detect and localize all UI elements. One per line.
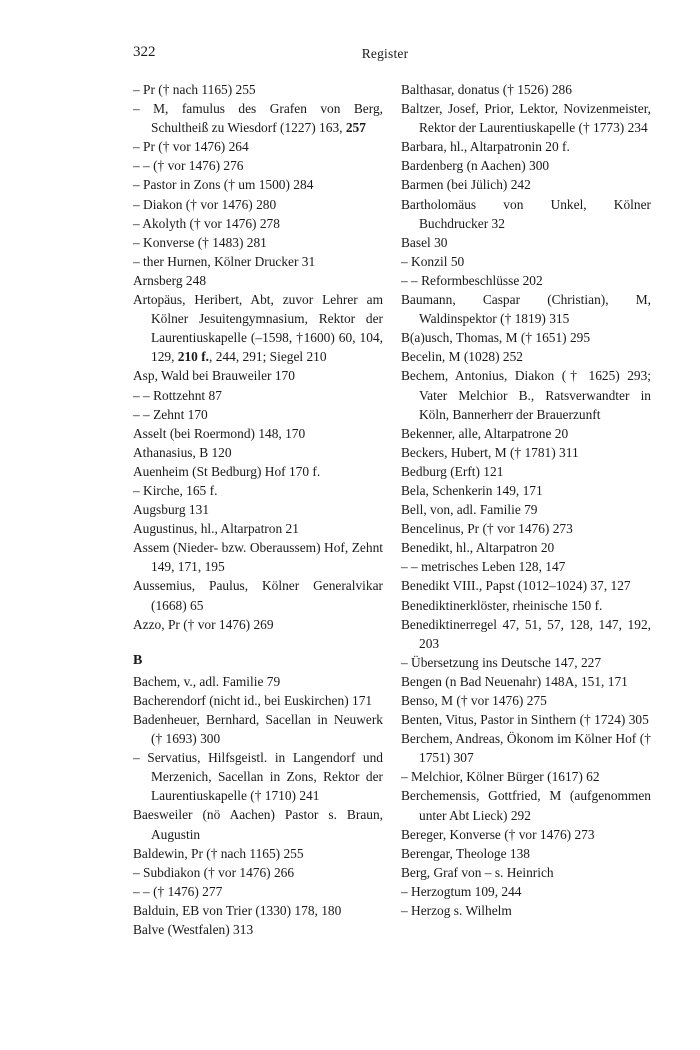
index-entry-text: – Melchior, Kölner Bürger (1617) 62 (401, 769, 600, 785)
index-entry (401, 424, 651, 443)
index-entry (133, 691, 383, 710)
index-entry (133, 576, 383, 614)
index-entry (401, 233, 651, 252)
index-entry-text: Baumann, Caspar (Christian), M, Waldinspektor († 1819) 315 (401, 292, 651, 327)
index-entry-text: – – metrisches Leben 128, 147 (401, 559, 566, 575)
index-entry (401, 596, 651, 615)
index-entry (401, 443, 651, 462)
index-entry (401, 80, 651, 99)
index-entry (133, 805, 383, 843)
index-entry (401, 290, 651, 328)
index-entry-text: Berchemensis, Gottfried, M (aufgenommen unter Abt Lieck) 292 (401, 788, 651, 823)
index-entry (133, 386, 383, 405)
index-entry (401, 99, 651, 137)
index-entry-text: Bengen (n Bad Neuenahr) 148A, 151, 171 (401, 673, 628, 689)
index-entry-text: – Kirche, 165 f. (133, 482, 218, 498)
index-entry-text: Assem (Nieder- bzw. Oberaussem) Hof, Zehnt 149, 171, 195 (133, 540, 383, 575)
index-entry-text: Berchem, Andreas, Ökonom im Kölner Hof († 1751) 307 (401, 731, 651, 766)
index-entry-text: Basel 30 (401, 234, 448, 250)
index-entry-text: Badenheuer, Bernhard, Sacellan in Neuwerk († 1693) 300 (133, 712, 383, 747)
index-entry-text: – Konzil 50 (401, 253, 465, 269)
index-entry-text: Bereger, Konverse († vor 1476) 273 (401, 826, 595, 842)
index-entry-text: – Herzog s. Wilhelm (401, 903, 512, 919)
index-entry (401, 786, 651, 824)
index-entry-text: Bell, von, adl. Familie 79 (401, 502, 538, 518)
index-entry-text: – – Reformbeschlüsse 202 (401, 272, 543, 288)
index-entry-text: Bechem, Antonius, Diakon († 1625) 293; Vater Melchior B., Ratsverwandter in Köln, Bannerherr der Brauerzunft (401, 368, 651, 422)
index-entry (133, 252, 383, 271)
index-entry-text: – ther Hurnen, Kölner Drucker 31 (133, 253, 316, 269)
index-entry (133, 863, 383, 882)
index-entry (401, 576, 651, 595)
running-head: Register (361, 46, 409, 61)
index-entry (401, 729, 651, 767)
index-entry-text: Berg, Graf von – s. Heinrich (401, 864, 554, 880)
index-entry-text: – – († vor 1476) 276 (133, 158, 244, 174)
index-entry (133, 424, 383, 443)
index-entry-text: Balve (Westfalen) 313 (133, 922, 254, 938)
index-entry (133, 290, 383, 366)
index-entry-text: – Servatius, Hilfsgeistl. in Langendorf und Merzenich, Sacellan in Zons, Rektor der Laurentiuskapelle († 1710) 241 (133, 750, 383, 804)
index-entry (401, 825, 651, 844)
index-entry (133, 615, 383, 634)
index-entry-text: Balthasar, donatus († 1526) 286 (401, 82, 572, 97)
index-entry-text: Bachem, v., adl. Familie 79 (133, 673, 281, 689)
index-entry-text: Benso, M († vor 1476) 275 (401, 693, 547, 708)
index-entry (133, 195, 383, 214)
index-entry (133, 156, 383, 175)
index-entry-text: Baldewin, Pr († nach 1165) 255 (133, 845, 304, 861)
index-entry (401, 691, 651, 710)
index-entry-text: Athanasius, B 120 (133, 444, 232, 460)
index-entry-text: Bela, Schenkerin 149, 171 (401, 482, 543, 498)
index-entry (401, 252, 651, 271)
index-entry (133, 882, 383, 901)
index-entry-text: Bardenberg (n Aachen) 300 (401, 158, 550, 174)
index-entry-text: Benedikt, hl., Altarpatron 20 (401, 540, 555, 556)
index-entry (133, 80, 383, 99)
index-entry-text: Becelin, M (1028) 252 (401, 349, 523, 365)
index-entry-text: – Akolyth († vor 1476) 278 (133, 215, 280, 231)
index-entry (401, 195, 651, 233)
index-entry (401, 366, 651, 423)
index-entry (401, 863, 651, 882)
index-entry-text: Auenheim (St Bedburg) Hof 170 f. (133, 463, 321, 479)
index-entry (133, 920, 383, 939)
index-entry-text: – – († 1476) 277 (133, 883, 223, 899)
index-entry-text: – – Zehnt 170 (133, 406, 208, 422)
index-entry (133, 519, 383, 538)
index-entry (133, 538, 383, 576)
index-entry-text: – Herzogtum 109, 244 (401, 883, 522, 899)
index-column-right (401, 80, 651, 920)
index-entry (401, 901, 651, 920)
index-entry (133, 844, 383, 863)
index-entry-text: Aussemius, Paulus, Kölner Generalvikar (1668) 65 (133, 578, 383, 613)
index-entry (133, 443, 383, 462)
index-entry (401, 519, 651, 538)
index-entry-text: – – Rottzehnt 87 (133, 387, 222, 403)
index-entry (401, 844, 651, 863)
index-entry (401, 481, 651, 500)
index-entry (133, 405, 383, 424)
index-entry (401, 615, 651, 653)
index-column-left (133, 80, 383, 939)
index-entry-text: Arnsberg 248 (133, 272, 207, 288)
index-entry-text: – Pastor in Zons († um 1500) 284 (133, 177, 314, 193)
index-entry (401, 500, 651, 519)
index-entry (133, 366, 383, 385)
index-entry (133, 500, 383, 519)
index-entry (133, 672, 383, 691)
index-entry-text: Benediktinerklöster, rheinische 150 f. (401, 597, 603, 613)
index-entry-text: Bedburg (Erft) 121 (401, 463, 504, 479)
index-entry-text: Bekenner, alle, Altarpatrone 20 (401, 425, 569, 441)
index-entry-text: – Übersetzung ins Deutsche 147, 227 (401, 654, 602, 670)
index-entry-text: – M, famulus des Grafen von Berg, Schultheiß zu Wiesdorf (1227) 163, (133, 101, 383, 136)
index-entry-text: B(a)usch, Thomas, M († 1651) 295 (401, 330, 591, 346)
index-entry-text: Berengar, Theologe 138 (401, 845, 530, 861)
index-entry-text: Baltzer, Josef, Prior, Lektor, Novizenmeister, Rektor der Laurentiuskapelle († 1773) 234 (401, 101, 651, 136)
index-entry (401, 462, 651, 481)
index-entry-text: Barbara, hl., Altarpatronin 20 f. (401, 139, 570, 155)
index-entry-text: – Konverse († 1483) 281 (133, 234, 267, 250)
index-entry (133, 214, 383, 233)
index-entry-text: Augsburg 131 (133, 502, 210, 518)
index-entry-text: – Pr († nach 1165) 255 (133, 82, 256, 97)
index-entry-text: Bartholomäus von Unkel, Kölner Buchdrucker 32 (401, 196, 651, 231)
index-entry-text: Azzo, Pr († vor 1476) 269 (133, 616, 274, 632)
index-entry (401, 653, 651, 672)
index-entry (133, 137, 383, 156)
index-entry-text: Asp, Wald bei Brauweiler 170 (133, 368, 295, 384)
index-entry (133, 748, 383, 805)
index-entry (133, 710, 383, 748)
index-entry-text: Asselt (bei Roermond) 148, 170 (133, 425, 306, 441)
index-entry (401, 672, 651, 691)
index-entry (133, 901, 383, 920)
index-entry-text: Benediktinerregel 47, 51, 57, 128, 147, 192, 203 (401, 616, 651, 651)
index-entry (133, 175, 383, 194)
index-entry-text: Bacherendorf (nicht id., bei Euskirchen) 171 (133, 692, 373, 708)
index-entry (133, 462, 383, 481)
index-entry (401, 137, 651, 156)
index-entry (133, 233, 383, 252)
index-entry-text: Benedikt VIII., Papst (1012–1024) 37, 127 (401, 578, 631, 594)
index-entry-text: – Subdiakon († vor 1476) 266 (133, 864, 295, 880)
index-entry-text: Beckers, Hubert, M († 1781) 311 (401, 444, 579, 460)
index-entry (401, 347, 651, 366)
index-entry (401, 882, 651, 901)
index-entry (401, 767, 651, 786)
index-entry-text: Barmen (bei Jülich) 242 (401, 177, 531, 193)
index-entry-text: Artopäus, Heribert, Abt, zuvor Lehrer am Kölner Jesuitengymnasium, Rektor der Laurentiuskapelle (–1598, †1600) 60, 104, 129, (133, 292, 383, 365)
section-letter: B (133, 652, 143, 668)
index-entry-bold-ref: 257 (345, 120, 366, 136)
index-entry-text: – Pr († vor 1476) 264 (133, 139, 249, 155)
index-entry-text: Benten, Vitus, Pastor in Sinthern († 1724) 305 (401, 712, 649, 728)
index-entry (401, 271, 651, 290)
index-entry (401, 557, 651, 576)
index-entry (401, 538, 651, 557)
index-entry-text: Augustinus, hl., Altarpatron 21 (133, 521, 299, 537)
index-entry (401, 156, 651, 175)
index-entry-text: – Diakon († vor 1476) 280 (133, 196, 277, 212)
index-entry-text: Baesweiler (nö Aachen) Pastor s. Braun, Augustin (133, 807, 383, 842)
index-entry (133, 481, 383, 500)
index-entry (133, 99, 383, 137)
index-entry (401, 710, 651, 729)
index-entry-bold-ref: 210 f. (177, 349, 210, 365)
index-entry (401, 175, 651, 194)
index-entry-text: Bencelinus, Pr († vor 1476) 273 (401, 521, 573, 537)
index-entry (133, 271, 383, 290)
index-entry-text: Balduin, EB von Trier (1330) 178, 180 (133, 902, 342, 918)
index-entry-text: , 244, 291; Siegel 210 (209, 349, 327, 365)
page-number: 322 (133, 44, 156, 60)
index-entry (401, 328, 651, 347)
